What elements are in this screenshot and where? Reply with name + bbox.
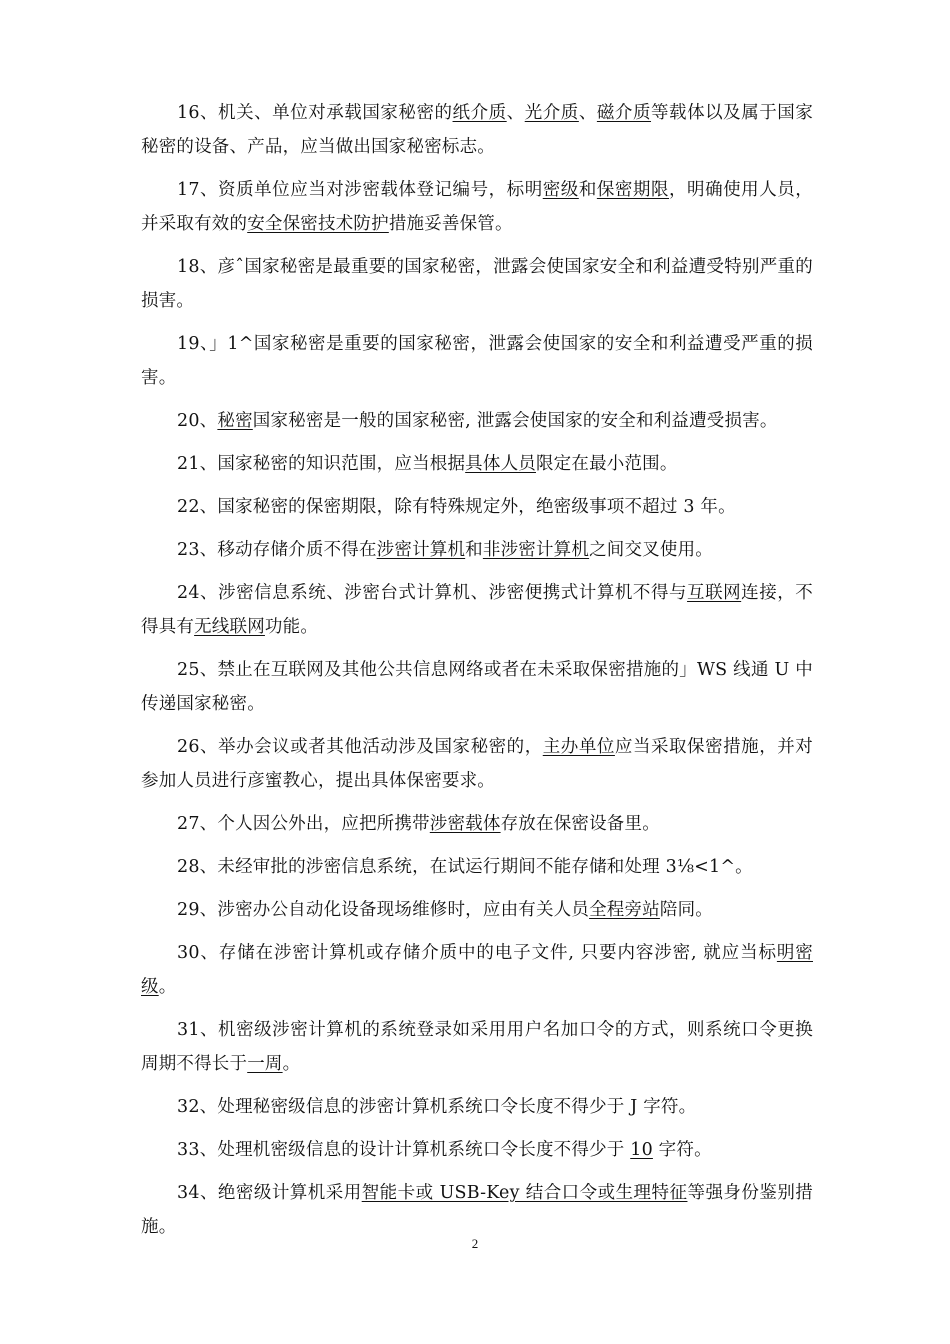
paragraph-item	[141, 936, 813, 1004]
text-run: 国家秘密是一般的国家秘密, 泄露会使国家的安全和利益遭受损害。	[252, 411, 778, 431]
text-run: 18、彦ˆ国家秘密是最重要的国家秘密，泄露会使国家安全和利益遭受特别严重的损害。	[141, 257, 813, 311]
paragraph-item	[141, 1133, 813, 1167]
underlined-answer: 具体人员	[465, 454, 536, 474]
paragraph-item	[141, 490, 813, 524]
underlined-answer: 主办单位	[542, 737, 615, 757]
paragraph-item	[141, 173, 813, 241]
text-run: 19、」1^国家秘密是重要的国家秘密，泄露会使国家的安全和利益遭受严重的损害。	[141, 334, 813, 388]
underlined-answer: 安全保密技术防护	[247, 214, 389, 234]
text-run: 、	[578, 103, 597, 123]
text-run: 字符。	[652, 1140, 712, 1160]
paragraph-item	[141, 447, 813, 481]
text-run: 33、处理机密级信息的设计计算机系统口令长度不得少于	[177, 1140, 631, 1160]
text-run: 。	[158, 977, 177, 997]
text-run: 25、禁止在互联网及其他公共信息网络或者在未采取保密措施的」WS 线通 U 中传递国家秘密。	[141, 660, 813, 714]
text-run: 之间交叉使用。	[589, 540, 713, 560]
text-run: 、	[506, 103, 525, 123]
paragraph-item	[141, 576, 813, 644]
paragraph-item	[141, 850, 813, 884]
underlined-answer: 磁介质	[596, 103, 652, 123]
text-run: 34、绝密级计算机采用	[177, 1183, 362, 1203]
text-run: 23、移动存储介质不得在	[177, 540, 377, 560]
text-run: 等载体以及属于国家秘密的设备、产品，应当做出国家秘密标志。	[141, 103, 814, 157]
underlined-answer: 智能卡或 USB-Key 结合口令或生理特征	[361, 1183, 688, 1203]
text-run: 29、涉密办公自动化设备现场维修时，应由有关人员	[177, 900, 590, 920]
text-run: 17、资质单位应当对涉密载体登记编号，标明	[177, 180, 543, 200]
text-run: ，明确使用人员，并采取有效的	[141, 180, 813, 234]
text-run: 和	[465, 540, 483, 560]
underlined-answer: 无线联网	[194, 617, 265, 637]
underlined-answer: 互联网	[687, 583, 742, 603]
text-run: 16、机关、单位对承载国家秘密的	[177, 103, 453, 123]
paragraph-item	[141, 653, 813, 721]
underlined-answer: 全程旁站	[589, 900, 660, 920]
paragraph-item	[141, 96, 813, 164]
text-run: 20、	[177, 411, 218, 431]
underlined-answer: 涉密计算机	[376, 540, 466, 560]
paragraph-item	[141, 730, 813, 798]
text-run: 26、举办会议或者其他活动涉及国家秘密的，	[177, 737, 543, 757]
page-number: 2	[471, 1236, 479, 1251]
text-run: 28、未经审批的涉密信息系统，在试运行期间不能存储和处理 3⅛<1^。	[177, 857, 753, 877]
paragraph-item	[141, 404, 813, 438]
text-run: 27、个人因公外出，应把所携带	[177, 814, 430, 834]
underlined-answer: 秘密	[217, 411, 253, 431]
paragraph-item	[141, 807, 813, 841]
text-run: 21、国家秘密的知识范围，应当根据	[177, 454, 466, 474]
paragraph-item	[141, 327, 813, 395]
text-run: 等强身份鉴别措施。	[141, 1183, 813, 1237]
text-run: 连接，不得具有	[141, 583, 813, 637]
text-run: 存放在保密设备里。	[500, 814, 660, 834]
paragraph-item	[141, 533, 813, 567]
text-run: 和	[578, 180, 597, 200]
underlined-answer: 涉密载体	[429, 814, 501, 834]
underlined-answer: 纸介质	[452, 103, 507, 123]
text-run: 应当采取保密措施，并对参加人员进行彦蜜教心，提出具体保密要求。	[141, 737, 813, 791]
text-run: 措施妥善保管。	[388, 214, 513, 234]
text-run: 功能。	[264, 617, 319, 637]
underlined-answer: 保密期限	[596, 180, 670, 200]
text-run: 24、涉密信息系统、涉密台式计算机、涉密便携式计算机不得与	[177, 583, 688, 603]
paragraph-item	[141, 1176, 813, 1244]
paragraph-item	[141, 893, 813, 927]
paragraph-item	[141, 1013, 813, 1081]
paragraph-item	[141, 250, 813, 318]
underlined-answer: 10	[630, 1140, 653, 1160]
text-run: 22、国家秘密的保密期限，除有特殊规定外，绝密级事项不超过 3 年。	[177, 497, 736, 517]
underlined-answer: 密级	[542, 180, 579, 200]
paragraph-item	[141, 1090, 813, 1124]
underlined-answer: 非涉密计算机	[482, 540, 590, 560]
text-run: 。	[282, 1054, 301, 1074]
text-run: 30、存储在涉密计算机或存储介质中的电子文件, 只要内容涉密, 就应当标	[177, 943, 777, 963]
text-run: 限定在最小范围。	[535, 454, 678, 474]
document-body	[141, 96, 813, 1253]
underlined-answer: 光介质	[524, 103, 579, 123]
text-run: 32、处理秘密级信息的涉密计算机系统口令长度不得少于 J 字符。	[177, 1097, 697, 1117]
underlined-answer: 一周	[247, 1054, 283, 1074]
text-run: 陪同。	[659, 900, 713, 920]
text-run: 31、机密级涉密计算机的系统登录如采用用户名加口令的方式，则系统口令更换周期不得长于	[141, 1020, 813, 1074]
underlined-answer: 明密级	[141, 943, 813, 997]
